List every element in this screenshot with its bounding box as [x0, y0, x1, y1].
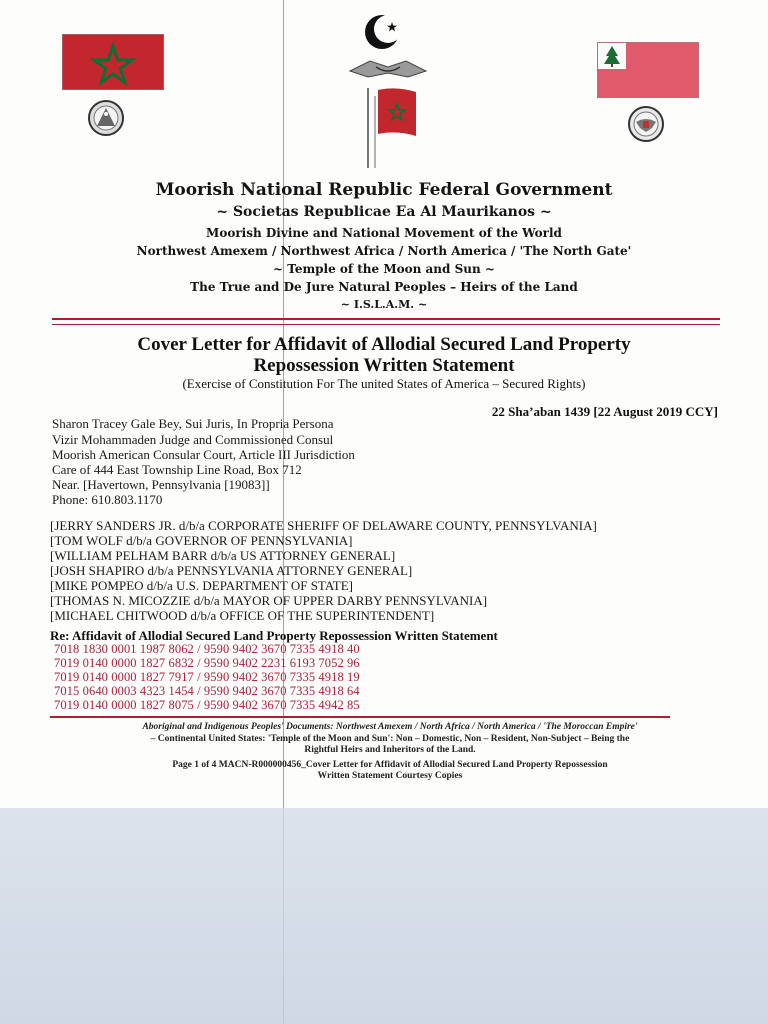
recipient-line: [JERRY SANDERS JR. d/b/a CORPORATE SHERIFF OF DELAWARE COUNTY, PENNSYLVANIA]: [50, 518, 597, 533]
sender-line: Moorish American Consular Court, Article III Jurisdiction: [52, 447, 355, 462]
recipient-line: [TOM WOLF d/b/a GOVERNOR OF PENNSYLVANIA]: [50, 533, 353, 548]
re-subject-line: Re: Affidavit of Allodial Secured Land Property Repossession Written Statement: [50, 628, 498, 643]
footer-line-1: Aboriginal and Indigenous Peoples' Documents: Northwest Amexem / North Africa / North America / 'The Moroccan Empire': [142, 722, 638, 732]
crescent-star-icon: [362, 12, 402, 52]
recipient-line: [WILLIAM PELHAM BARR d/b/a US ATTORNEY GENERAL]: [50, 548, 396, 563]
document-title-line-2: Repossession Written Statement: [253, 355, 515, 376]
fold-crease-shadow: [283, 808, 284, 1024]
header-line-3: Moorish Divine and National Movement of the World: [206, 226, 562, 240]
header-line-5: ~ Temple of the Moon and Sun ~: [273, 262, 495, 276]
sender-line: Care of 444 East Township Line Road, Box 712: [52, 462, 302, 477]
scanner-background: [0, 808, 768, 1024]
mail-tracking-number: 7019 0140 0000 1827 8075 / 9590 9402 3670 7335 4942 85: [54, 698, 360, 712]
header-line-2: ~ Societas Republicae Ea Al Maurikanos ~: [216, 204, 552, 220]
sender-line: Sharon Tracey Gale Bey, Sui Juris, In Propria Persona: [52, 416, 334, 431]
document-subtitle: (Exercise of Constitution For The united States of America – Secured Rights): [182, 376, 586, 391]
header-line-1: Moorish National Republic Federal Government: [155, 180, 613, 200]
moroccan-flag-icon: [62, 34, 164, 90]
document-title-line-1: Cover Letter for Affidavit of Allodial Secured Land Property: [137, 334, 631, 355]
footer-page-info-cont: Written Statement Courtesy Copies: [317, 771, 463, 781]
recipient-line: [MIKE POMPEO d/b/a U.S. DEPARTMENT OF STATE]: [50, 578, 353, 593]
footer-line-2: – Continental United States: 'Temple of the Moon and Sun': Non – Domestic, Non – Resident, Non-Subject – Being the: [150, 734, 630, 744]
sender-line: Vizir Mohammaden Judge and Commissioned Consul: [52, 432, 334, 447]
sender-line: Near. [Havertown, Pennsylvania [19083]]: [52, 477, 270, 492]
mail-tracking-number: 7019 0140 0000 1827 6832 / 9590 9402 2231 6193 7052 96: [54, 656, 360, 670]
footer-line-3: Rightful Heirs and Inheritors of the Land.: [304, 745, 476, 755]
new-england-flag-icon: [597, 42, 699, 98]
sender-phone: Phone: 610.803.1170: [52, 492, 163, 507]
recipient-line: [THOMAS N. MICOZZIE d/b/a MAYOR OF UPPER DARBY PENNSYLVANIA]: [50, 593, 488, 608]
flagpole-icon: [362, 84, 424, 172]
recipient-line: [MICHAEL CHITWOOD d/b/a OFFICE OF THE SUPERINTENDENT]: [50, 608, 435, 623]
header-line-4: Northwest Amexem / Northwest Africa / North America / 'The North Gate': [136, 244, 632, 258]
recipient-line: [JOSH SHAPIRO d/b/a PENNSYLVANIA ATTORNEY GENERAL]: [50, 563, 413, 578]
eagle-seal-icon: [628, 106, 664, 142]
footer-rule: [50, 716, 670, 718]
header-line-7: ~ I.S.L.A.M. ~: [340, 298, 428, 311]
pyramid-seal-icon: [88, 100, 124, 136]
footer-page-info: Page 1 of 4 MACN-R000000456_Cover Letter for Affidavit of Allodial Secured Land Property Repossession: [172, 760, 608, 770]
mail-tracking-number: 7015 0640 0003 4323 1454 / 9590 9402 3670 7335 4918 64: [54, 684, 360, 698]
handshake-icon: [348, 55, 428, 81]
header-line-6: The True and De Jure Natural Peoples – Heirs of the Land: [190, 280, 578, 294]
mail-tracking-number: 7018 1830 0001 1987 8062 / 9590 9402 3670 7335 4918 40: [54, 642, 360, 656]
header-rule-bottom: [52, 324, 720, 325]
document-date: 22 Sha’aban 1439 [22 August 2019 CCY]: [491, 404, 718, 419]
header-rule-top: [52, 318, 720, 320]
mail-tracking-number: 7019 0140 0000 1827 7917 / 9590 9402 3670 7335 4918 19: [54, 670, 360, 684]
